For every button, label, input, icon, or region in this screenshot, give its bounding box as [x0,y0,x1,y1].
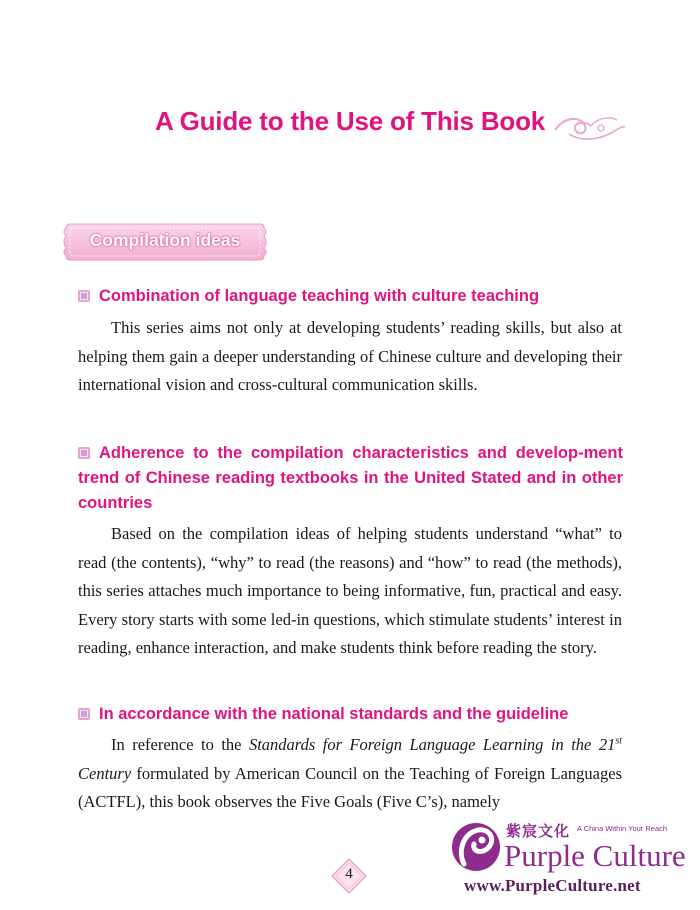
ordinal-superscript: st [615,735,622,747]
watermark-chinese-name: 紫宸文化 [506,822,571,840]
section-heading-text: Adherence to the compilation characteristics and develop-ment trend of Chinese reading textbooks in the United Stated and in other countries [78,444,623,512]
square-bullet-icon [78,708,90,720]
watermark-brand: Purple Culture [504,838,686,873]
paragraph-text: In reference to the [111,735,249,754]
section-heading-1 [78,284,623,309]
book-title-text: Century [78,763,132,783]
section-badge [62,220,268,264]
page-number: 4 [345,866,353,882]
section-paragraph-1 [78,314,622,400]
paragraph-text: Based on the compilation ideas of helping students understand “what” to read (the contents), “why” to read (the reasons) and “how” to read (the methods), this series attaches much importance to being informative, fun, practical and easy. Every story starts with some led-in questions, which stimulate students’ interest in reading, enhance interaction, and make students think before reading the story. [78,524,622,657]
section-heading-text: Combination of language teaching with culture teaching [99,287,540,305]
page-number-frame [331,858,367,894]
watermark-tagline: A China Within Your Reach [577,824,668,833]
section-heading-2 [78,441,623,516]
watermark [448,816,696,906]
square-bullet-icon [78,447,90,459]
watermark-url: www.PurpleCulture.net [464,876,641,895]
section-heading-3 [78,702,623,727]
section-paragraph-3 [78,731,622,817]
square-bullet-icon [78,290,90,302]
section-paragraph-2 [78,520,622,663]
section-heading-text: In accordance with the national standards and the guideline [99,705,569,723]
paragraph-text: formulated by American Council on the Teaching of Foreign Languages (ACTFL), this book observes the Five Goals (Five C’s), namely [78,763,622,811]
section-badge-label: Compilation ideas [89,230,241,250]
swirl-flourish-icon [551,106,627,146]
purple-culture-logo-icon [448,818,504,876]
page-title: A Guide to the Use of This Book [154,106,546,136]
paragraph-text: This series aims not only at developing students’ reading skills, but also at helping them gain a deeper understanding of Chinese culture and developing their international vision and cross-cultural communication skills. [78,318,622,394]
book-title-text: Standards for Foreign Language Learning in the 21 [248,735,616,754]
